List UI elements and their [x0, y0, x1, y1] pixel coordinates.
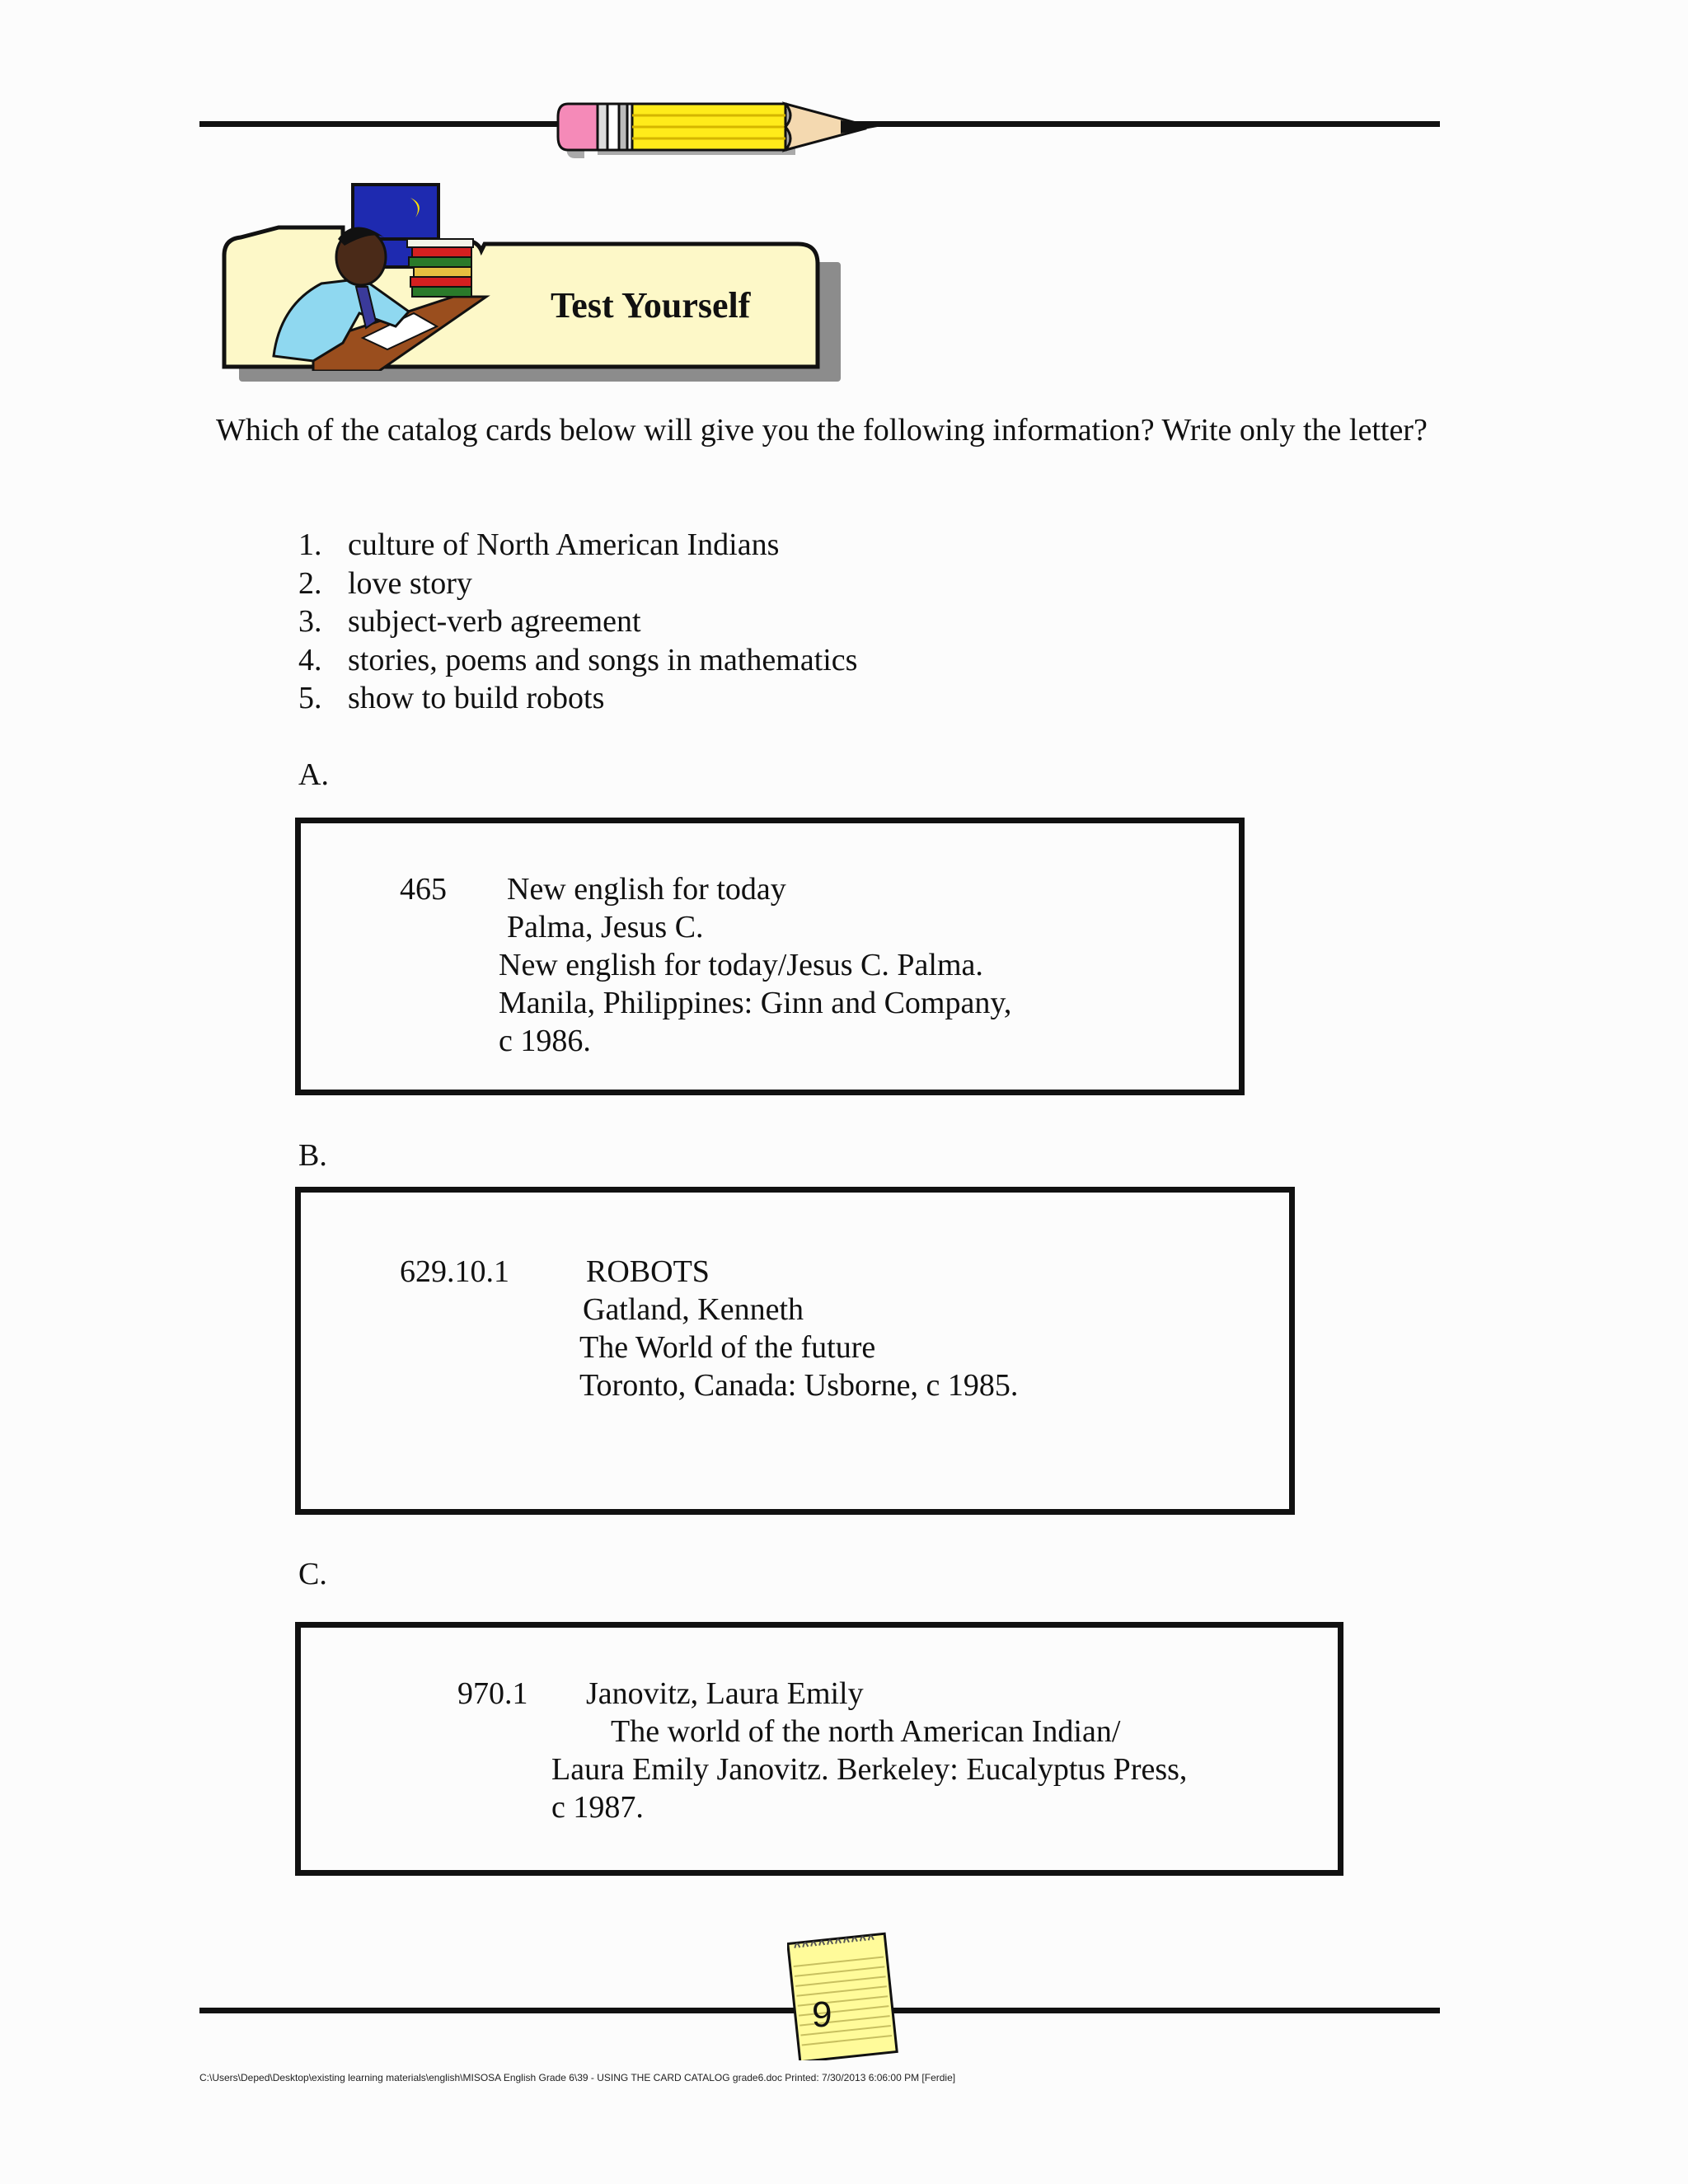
- student-studying-icon: [264, 181, 503, 371]
- notepad-icon: [787, 1929, 903, 2060]
- card-line: Janovitz, Laura Emily: [586, 1676, 864, 1711]
- catalog-card-a: [295, 818, 1245, 1095]
- list-item: [298, 526, 857, 565]
- page-number: 9: [812, 1994, 832, 2035]
- question-text: Which of the catalog cards below will give you the following information? Write only the letter?: [216, 413, 1428, 448]
- catalog-card-c: [295, 1622, 1343, 1876]
- item-text: stories, poems and songs in mathematics: [348, 642, 858, 677]
- catalog-card-b: [295, 1187, 1295, 1515]
- card-line: Toronto, Canada: Usborne, c 1985.: [579, 1368, 1019, 1403]
- list-item: [298, 679, 857, 718]
- pencil-icon: [556, 97, 1018, 163]
- card-line: c 1986.: [499, 1024, 591, 1058]
- call-number: 629.10.1: [400, 1254, 509, 1289]
- item-number: 1.: [298, 527, 322, 562]
- card-b-label: B.: [298, 1138, 327, 1173]
- card-line: Manila, Philippines: Ginn and Company,: [499, 986, 1012, 1020]
- question-list: [298, 526, 857, 718]
- card-line: ROBOTS: [586, 1254, 710, 1289]
- page-title: Test Yourself: [551, 285, 751, 326]
- item-number: 4.: [298, 642, 322, 677]
- footer-path: C:\Users\Deped\Desktop\existing learning materials\english\MISOSA English Grade 6\39 - USING THE CARD CATALOG grade6.doc Printed: 7/30/2013 6:06:00 PM [Ferdie]: [199, 2072, 956, 2083]
- call-number: 970.1: [457, 1676, 528, 1711]
- item-text: show to build robots: [348, 681, 605, 715]
- card-line: c 1987.: [551, 1790, 644, 1825]
- card-line: The World of the future: [579, 1330, 876, 1365]
- list-item: [298, 602, 857, 641]
- card-line: The world of the north American Indian/: [611, 1714, 1121, 1749]
- list-item: [298, 565, 857, 603]
- item-number: 5.: [298, 681, 322, 715]
- item-text: culture of North American Indians: [348, 527, 780, 562]
- card-line: Laura Emily Janovitz. Berkeley: Eucalyptus Press,: [551, 1752, 1188, 1787]
- card-line: Palma, Jesus C.: [507, 910, 704, 944]
- card-c-label: C.: [298, 1557, 327, 1591]
- call-number: 465: [400, 872, 447, 907]
- item-text: love story: [348, 565, 472, 601]
- item-text: subject-verb agreement: [348, 604, 641, 639]
- card-a-label: A.: [298, 757, 329, 792]
- card-line: New english for today: [507, 872, 786, 907]
- list-item: [298, 641, 857, 680]
- card-line: Gatland, Kenneth: [583, 1292, 804, 1327]
- item-number: 3.: [298, 604, 322, 639]
- card-line: New english for today/Jesus C. Palma.: [499, 948, 983, 982]
- item-number: 2.: [298, 565, 322, 601]
